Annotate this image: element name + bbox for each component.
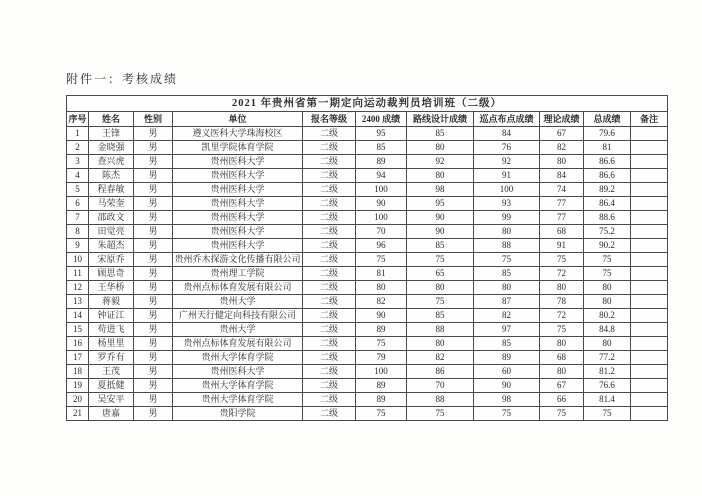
table-cell: 二级 (303, 141, 356, 155)
table-cell: 18 (67, 365, 89, 379)
table-row (67, 323, 668, 337)
column-header-9: 总成绩 (584, 112, 631, 127)
table-cell: 1 (67, 127, 89, 141)
table-cell: 男 (134, 379, 173, 393)
table-row (67, 197, 668, 211)
table-cell: 男 (134, 337, 173, 351)
table-cell: 75 (407, 295, 474, 309)
table-cell: 75 (584, 267, 631, 281)
table-cell: 12 (67, 281, 89, 295)
table-cell (631, 379, 668, 393)
table-cell: 70 (407, 379, 474, 393)
table-cell: 田觉亮 (89, 225, 134, 239)
table-cell: 90 (407, 225, 474, 239)
table-cell: 80 (584, 337, 631, 351)
table-cell: 马荣奎 (89, 197, 134, 211)
column-header-7: 巡点布点成绩 (474, 112, 540, 127)
table-cell: 11 (67, 267, 89, 281)
table-row (67, 337, 668, 351)
table-cell: 二级 (303, 211, 356, 225)
table-cell (631, 127, 668, 141)
table-cell: 99 (474, 211, 540, 225)
table-cell (631, 281, 668, 295)
table-cell: 79.6 (584, 127, 631, 141)
table-cell: 9 (67, 239, 89, 253)
column-header-8: 理论成绩 (540, 112, 584, 127)
table-cell: 二级 (303, 267, 356, 281)
table-cell: 88 (407, 323, 474, 337)
table-cell: 95 (356, 127, 407, 141)
table-cell: 60 (474, 365, 540, 379)
table-cell: 男 (134, 239, 173, 253)
table-cell: 66 (540, 393, 584, 407)
table-body (67, 127, 668, 421)
column-header-2: 性别 (134, 112, 173, 127)
table-row (67, 225, 668, 239)
table-row (67, 155, 668, 169)
table-cell: 89 (356, 323, 407, 337)
table-cell: 77 (540, 197, 584, 211)
table-cell: 4 (67, 169, 89, 183)
table-cell: 67 (540, 127, 584, 141)
table-cell: 95 (407, 197, 474, 211)
table-cell: 75 (407, 407, 474, 421)
table-cell: 85 (356, 141, 407, 155)
table-row (67, 239, 668, 253)
table-cell: 88.6 (584, 211, 631, 225)
table-cell: 75 (540, 253, 584, 267)
table-cell: 查兴虎 (89, 155, 134, 169)
table-cell: 89 (474, 351, 540, 365)
table-cell: 81 (584, 141, 631, 155)
column-header-row (67, 112, 668, 127)
table-cell: 75 (474, 253, 540, 267)
table-cell: 8 (67, 225, 89, 239)
table-cell: 二级 (303, 323, 356, 337)
table-cell: 杨里里 (89, 337, 134, 351)
table-cell: 79 (356, 351, 407, 365)
table-cell: 16 (67, 337, 89, 351)
table-cell (631, 323, 668, 337)
table-cell: 93 (474, 197, 540, 211)
table-cell: 100 (356, 183, 407, 197)
table-cell (631, 155, 668, 169)
table-cell: 二级 (303, 127, 356, 141)
table-cell: 蒋毅 (89, 295, 134, 309)
table-cell: 贵阳学院 (173, 407, 303, 421)
table-cell: 13 (67, 295, 89, 309)
table-cell: 贵州点标体育发展有限公司 (173, 337, 303, 351)
table-row (67, 267, 668, 281)
table-cell (631, 225, 668, 239)
table-cell: 3 (67, 155, 89, 169)
table-cell: 顾思奇 (89, 267, 134, 281)
table-cell: 86.6 (584, 155, 631, 169)
table-cell: 80 (407, 141, 474, 155)
table-cell: 96 (356, 239, 407, 253)
table-cell: 男 (134, 365, 173, 379)
table-cell: 88 (407, 393, 474, 407)
table-cell (631, 337, 668, 351)
table-row (67, 407, 668, 421)
table-cell: 81.4 (584, 393, 631, 407)
column-header-4: 报名等级 (303, 112, 356, 127)
table-cell: 男 (134, 211, 173, 225)
table-cell: 贵州医科大学 (173, 365, 303, 379)
table-cell: 80 (356, 281, 407, 295)
table-cell: 贵州大学体育学院 (173, 351, 303, 365)
table-cell: 贵州医科大学 (173, 155, 303, 169)
table-cell: 钟证江 (89, 309, 134, 323)
table-cell: 100 (474, 183, 540, 197)
table-cell: 72 (540, 267, 584, 281)
table-cell: 90 (356, 197, 407, 211)
table-cell: 男 (134, 197, 173, 211)
table-cell: 84 (474, 127, 540, 141)
table-cell: 邵政文 (89, 211, 134, 225)
table-cell: 二级 (303, 365, 356, 379)
table-cell: 15 (67, 323, 89, 337)
table-cell: 男 (134, 407, 173, 421)
table-cell: 86.6 (584, 169, 631, 183)
table-cell: 100 (356, 211, 407, 225)
table-cell: 贵州乔木探游文化传播有限公司 (173, 253, 303, 267)
table-cell: 二级 (303, 183, 356, 197)
table-row (67, 281, 668, 295)
table-cell: 80 (407, 281, 474, 295)
table-cell: 75 (356, 253, 407, 267)
table-cell: 75 (584, 253, 631, 267)
table-row (67, 393, 668, 407)
table-row (67, 183, 668, 197)
table-title-row (67, 96, 668, 112)
table-cell: 89 (356, 155, 407, 169)
table-cell: 男 (134, 309, 173, 323)
table-cell: 男 (134, 295, 173, 309)
table-cell: 85 (407, 309, 474, 323)
table-cell: 80 (540, 337, 584, 351)
table-cell: 19 (67, 379, 89, 393)
table-cell: 85 (407, 239, 474, 253)
table-cell: 67 (540, 379, 584, 393)
table-cell: 92 (474, 155, 540, 169)
table-cell (631, 365, 668, 379)
table-cell: 84.8 (584, 323, 631, 337)
table-cell: 贵州医科大学 (173, 225, 303, 239)
table-row (67, 127, 668, 141)
table-cell: 男 (134, 127, 173, 141)
table-cell: 男 (134, 351, 173, 365)
column-header-5: 2400 成绩 (356, 112, 407, 127)
table-cell: 二级 (303, 379, 356, 393)
table-cell: 80 (474, 225, 540, 239)
table-cell (631, 295, 668, 309)
table-cell: 7 (67, 211, 89, 225)
table-cell: 75 (540, 323, 584, 337)
table-cell: 罗乔有 (89, 351, 134, 365)
table-cell (631, 253, 668, 267)
table-cell: 76 (474, 141, 540, 155)
table-cell: 98 (407, 183, 474, 197)
table-cell: 80 (407, 337, 474, 351)
table-cell: 20 (67, 393, 89, 407)
table-cell: 男 (134, 183, 173, 197)
table-cell: 二级 (303, 225, 356, 239)
table-row (67, 211, 668, 225)
table-cell: 21 (67, 407, 89, 421)
table-cell: 75.2 (584, 225, 631, 239)
table-cell: 二级 (303, 351, 356, 365)
table-cell: 二级 (303, 155, 356, 169)
table-cell: 75 (584, 407, 631, 421)
table-cell: 90.2 (584, 239, 631, 253)
table-cell: 80.2 (584, 309, 631, 323)
table-cell: 男 (134, 225, 173, 239)
table-cell: 89 (356, 379, 407, 393)
table-cell: 100 (356, 365, 407, 379)
table-cell: 吴安平 (89, 393, 134, 407)
table-cell: 男 (134, 393, 173, 407)
table-cell (631, 407, 668, 421)
table-cell: 凯里学院体育学院 (173, 141, 303, 155)
table-cell: 86.4 (584, 197, 631, 211)
table-row (67, 253, 668, 267)
table-cell: 广州天行健定向科技有限公司 (173, 309, 303, 323)
table-cell: 90 (407, 211, 474, 225)
table-cell: 89.2 (584, 183, 631, 197)
table-cell: 贵州大学 (173, 295, 303, 309)
table-cell: 二级 (303, 197, 356, 211)
table-cell: 6 (67, 197, 89, 211)
table-cell: 85 (474, 267, 540, 281)
table-cell: 68 (540, 351, 584, 365)
table-cell: 85 (407, 127, 474, 141)
table-cell: 男 (134, 281, 173, 295)
table-cell: 80 (540, 155, 584, 169)
table-cell: 贵州点标体育发展有限公司 (173, 281, 303, 295)
table-cell: 程春敏 (89, 183, 134, 197)
table-cell: 17 (67, 351, 89, 365)
table-cell: 苟进飞 (89, 323, 134, 337)
table-cell: 贵州大学 (173, 323, 303, 337)
table-cell: 68 (540, 225, 584, 239)
table-cell: 75 (356, 407, 407, 421)
table-cell (631, 239, 668, 253)
table-cell: 男 (134, 267, 173, 281)
table-row (67, 351, 668, 365)
table-cell: 二级 (303, 393, 356, 407)
table-cell: 贵州大学体育学院 (173, 393, 303, 407)
table-cell: 二级 (303, 239, 356, 253)
table-cell: 76.6 (584, 379, 631, 393)
table-cell: 94 (356, 169, 407, 183)
column-header-6: 路线设计成绩 (407, 112, 474, 127)
table-cell: 王华桥 (89, 281, 134, 295)
table-cell: 二级 (303, 309, 356, 323)
table-cell: 75 (540, 407, 584, 421)
table-cell: 贵州医科大学 (173, 211, 303, 225)
table-cell: 二级 (303, 169, 356, 183)
table-cell: 72 (540, 309, 584, 323)
table-cell: 贵州医科大学 (173, 169, 303, 183)
table-cell: 二级 (303, 337, 356, 351)
table-cell: 91 (474, 169, 540, 183)
table-cell: 二级 (303, 407, 356, 421)
table-cell: 男 (134, 155, 173, 169)
table-cell: 朱超杰 (89, 239, 134, 253)
table-cell: 98 (474, 393, 540, 407)
table-cell: 男 (134, 141, 173, 155)
table-cell: 贵州理工学院 (173, 267, 303, 281)
table-cell: 80 (540, 365, 584, 379)
table-cell (631, 351, 668, 365)
table-cell: 87 (474, 295, 540, 309)
table-cell: 75 (356, 337, 407, 351)
table-cell: 5 (67, 183, 89, 197)
table-cell: 王茂 (89, 365, 134, 379)
table-cell: 81.2 (584, 365, 631, 379)
table-cell: 82 (540, 141, 584, 155)
table-row (67, 309, 668, 323)
table-cell: 80 (584, 281, 631, 295)
table-cell: 90 (474, 379, 540, 393)
table-cell (631, 141, 668, 155)
table-cell: 贵州医科大学 (173, 183, 303, 197)
table-cell: 78 (540, 295, 584, 309)
table-cell: 王锋 (89, 127, 134, 141)
column-header-3: 单位 (173, 112, 303, 127)
table-cell: 宋原乔 (89, 253, 134, 267)
table-cell: 14 (67, 309, 89, 323)
table-cell (631, 169, 668, 183)
table-cell: 男 (134, 253, 173, 267)
table-cell (631, 393, 668, 407)
table-cell: 夏抵健 (89, 379, 134, 393)
table-row (67, 141, 668, 155)
table-cell: 88 (474, 239, 540, 253)
table-cell: 二级 (303, 281, 356, 295)
table-cell: 80 (540, 281, 584, 295)
table-cell: 贵州医科大学 (173, 239, 303, 253)
table-cell: 二级 (303, 295, 356, 309)
table-cell: 男 (134, 169, 173, 183)
table-cell: 遵义医科大学珠海校区 (173, 127, 303, 141)
table-cell: 80 (474, 281, 540, 295)
table-cell: 金晓强 (89, 141, 134, 155)
column-header-1: 姓名 (89, 112, 134, 127)
table-cell: 84 (540, 169, 584, 183)
column-header-0: 序号 (67, 112, 89, 127)
table-cell: 97 (474, 323, 540, 337)
table-row (67, 365, 668, 379)
table-cell: 75 (474, 407, 540, 421)
table-cell: 77 (540, 211, 584, 225)
table-cell: 92 (407, 155, 474, 169)
table-cell: 80 (584, 295, 631, 309)
table-cell: 85 (474, 337, 540, 351)
score-table (66, 95, 668, 421)
table-cell: 75 (407, 253, 474, 267)
table-cell: 贵州大学体育学院 (173, 379, 303, 393)
table-cell: 82 (474, 309, 540, 323)
table-cell (631, 183, 668, 197)
table-cell: 86 (407, 365, 474, 379)
table-cell: 74 (540, 183, 584, 197)
column-header-10: 备注 (631, 112, 668, 127)
table-cell (631, 267, 668, 281)
table-cell: 82 (356, 295, 407, 309)
table-cell: 77.2 (584, 351, 631, 365)
table-row (67, 379, 668, 393)
table-cell: 唐嘉 (89, 407, 134, 421)
table-row (67, 169, 668, 183)
table-cell: 70 (356, 225, 407, 239)
table-cell: 90 (356, 309, 407, 323)
table-cell: 65 (407, 267, 474, 281)
table-cell: 陈杰 (89, 169, 134, 183)
table-cell (631, 211, 668, 225)
table-cell: 10 (67, 253, 89, 267)
table-cell: 二级 (303, 253, 356, 267)
table-cell (631, 309, 668, 323)
table-cell: 男 (134, 323, 173, 337)
table-cell: 81 (356, 267, 407, 281)
table-cell (631, 197, 668, 211)
table-cell: 80 (407, 169, 474, 183)
table-title: 2021 年贵州省第一期定向运动裁判员培训班（二级） (67, 96, 668, 112)
table-cell: 82 (407, 351, 474, 365)
attachment-title: 附件一：考核成绩 (66, 72, 179, 86)
table-row (67, 295, 668, 309)
table-cell: 贵州医科大学 (173, 197, 303, 211)
table-cell: 89 (356, 393, 407, 407)
table-cell: 91 (540, 239, 584, 253)
table-cell: 2 (67, 141, 89, 155)
